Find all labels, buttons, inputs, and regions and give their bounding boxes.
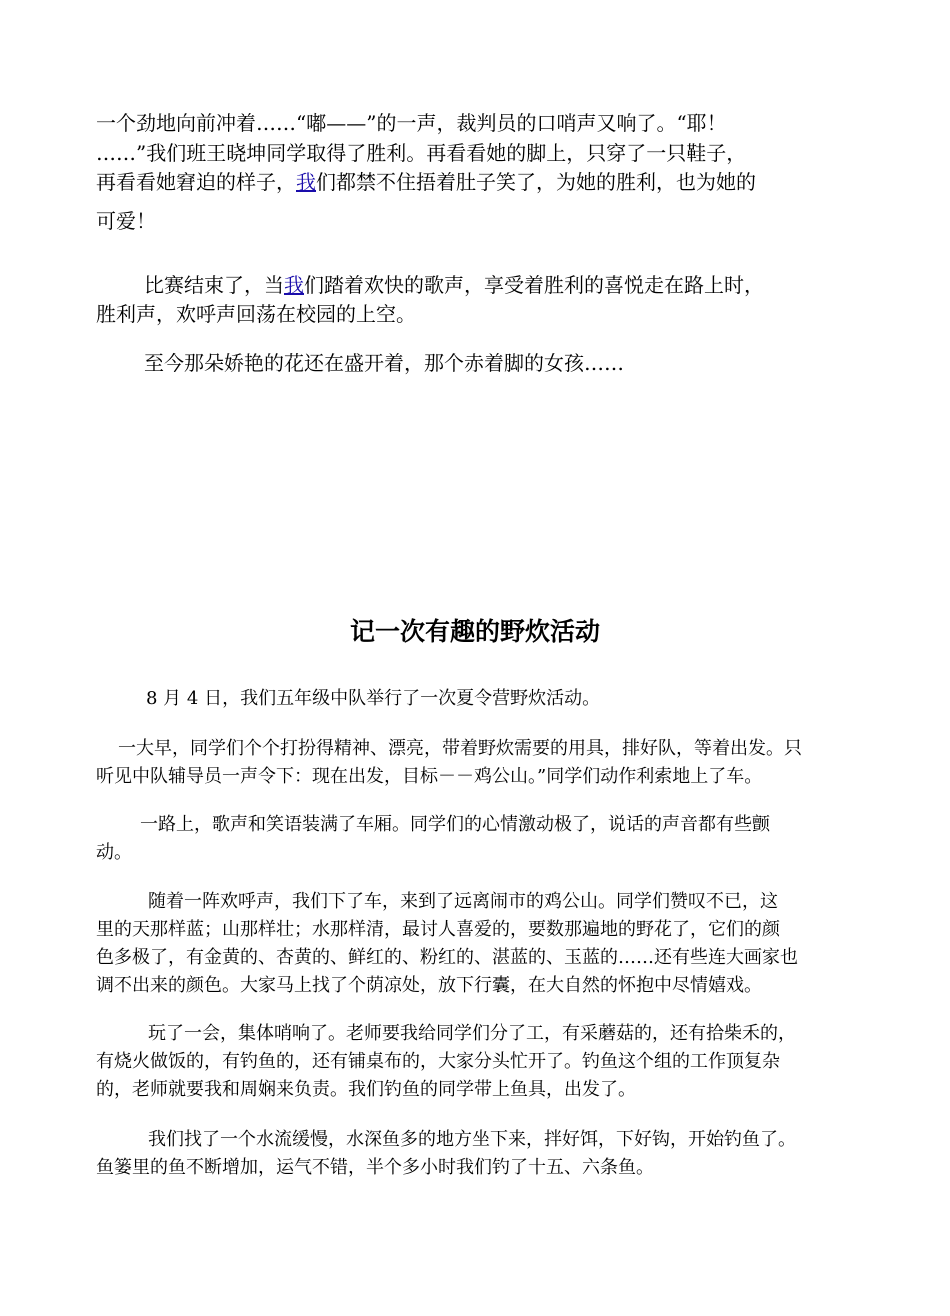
text-line: 胜利声，欢呼声回荡在校园的上空。 bbox=[96, 302, 416, 326]
text-line: 有烧火做饭的，有钓鱼的，还有铺桌布的，大家分头忙开了。钓鱼这个组的工作顶复杂 bbox=[96, 1051, 780, 1072]
text-line: 一大早，同学们个个打扮得精神、漂亮，带着野炊需要的用具，排好队，等着出发。只 bbox=[118, 738, 802, 759]
text-segment: 们都禁不住捂着肚子笑了，为她的胜利，也为她的 bbox=[316, 170, 756, 194]
text-segment: 再看看她窘迫的样子， bbox=[96, 170, 296, 194]
text-line: 听见中队辅导员一声令下：现在出发，目标－－鸡公山。”同学们动作利索地上了车。 bbox=[96, 766, 763, 787]
text-line: 动。 bbox=[96, 842, 132, 863]
text-line bbox=[96, 166, 756, 195]
text-segment: 比赛结束了，当 bbox=[144, 273, 284, 297]
story2-paragraph-1: 8 月 4 日，我们五年级中队举行了一次夏令营野炊活动。 bbox=[146, 688, 601, 709]
text-line: ……”我们班王晓坤同学取得了胜利。再看看她的脚上，只穿了一只鞋子， bbox=[96, 141, 747, 165]
text-line: 里的天那样蓝；山那样壮；水那样清，最讨人喜爱的，要数那遍地的野花了，它们的颜 bbox=[96, 919, 780, 940]
link-wo[interactable]: 我 bbox=[284, 273, 304, 297]
text-line: 玩了一会，集体哨响了。老师要我给同学们分了工，有采蘑菇的，还有拾柴禾的， bbox=[148, 1023, 796, 1044]
text-line: 鱼篓里的鱼不断增加，运气不错，半个多小时我们钓了十五、六条鱼。 bbox=[96, 1157, 654, 1178]
text-line: 色多极了，有金黄的、杏黄的、鲜红的、粉红的、湛蓝的、玉蓝的……还有些连大画家也 bbox=[96, 947, 798, 968]
text-line bbox=[144, 269, 764, 298]
text-line: 我们找了一个水流缓慢，水深鱼多的地方坐下来，拌好饵，下好钩，开始钓鱼了。 bbox=[148, 1129, 796, 1150]
text-line: 一路上，歌声和笑语装满了车厢。同学们的心情激动极了，说话的声音都有些颤 bbox=[140, 814, 770, 835]
link-wo[interactable]: 我 bbox=[296, 170, 316, 194]
story1-paragraph-3: 至今那朵娇艳的花还在盛开着，那个赤着脚的女孩…… bbox=[144, 351, 624, 375]
article-title: 记一次有趣的野炊活动 bbox=[349, 617, 600, 646]
text-line: 可爱！ bbox=[96, 209, 156, 233]
text-line: 随着一阵欢呼声，我们下了车，来到了远离闹市的鸡公山。同学们赞叹不已，这 bbox=[148, 891, 778, 912]
text-line: 的，老师就要我和周娴来负责。我们钓鱼的同学带上鱼具，出发了。 bbox=[96, 1079, 636, 1100]
text-line: 调不出来的颜色。大家马上找了个荫凉处，放下行囊，在大自然的怀抱中尽情嬉戏。 bbox=[96, 975, 762, 996]
text-segment: 们踏着欢快的歌声，享受着胜利的喜悦走在路上时， bbox=[304, 273, 764, 297]
text-line: 一个劲地向前冲着……“嘟——”的一声，裁判员的口哨声又响了。“耶！ bbox=[96, 111, 727, 135]
